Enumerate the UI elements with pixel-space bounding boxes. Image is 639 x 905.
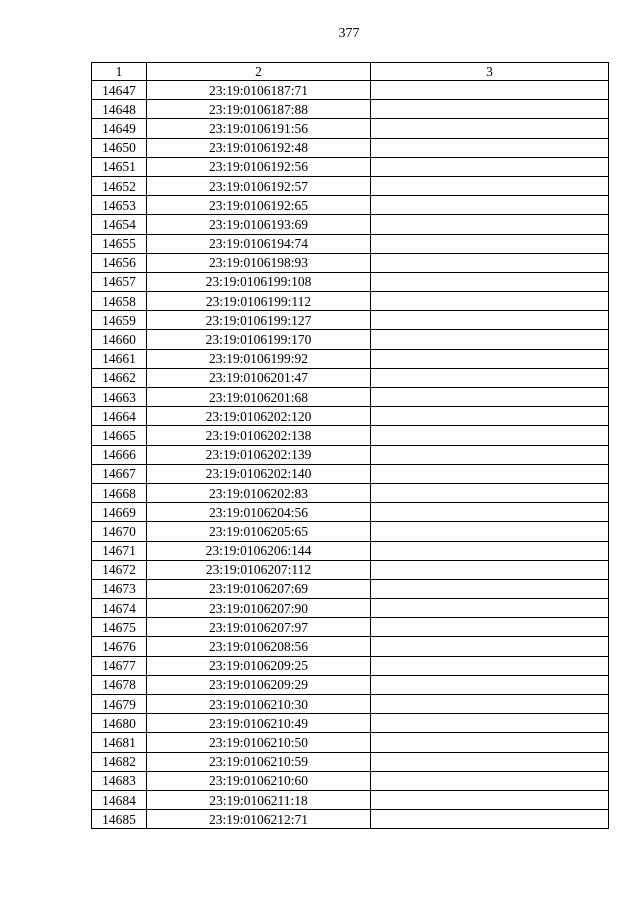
page-number: 377: [338, 26, 360, 41]
table-row: [92, 272, 609, 291]
table-row: [92, 714, 609, 733]
cadastral-number-cell: 23:19:0106210:50: [147, 733, 371, 752]
cadastral-number-cell: 23:19:0106198:93: [147, 253, 371, 272]
table-row: [92, 771, 609, 790]
row-number-cell: 14655: [92, 234, 147, 253]
row-number-cell: 14673: [92, 579, 147, 598]
row-number-cell: 14680: [92, 714, 147, 733]
note-cell: [371, 349, 609, 368]
note-cell: [371, 445, 609, 464]
table-row: [92, 752, 609, 771]
table-row: [92, 656, 609, 675]
note-cell: [371, 522, 609, 541]
row-number-cell: 14676: [92, 637, 147, 656]
cadastral-number-cell: 23:19:0106210:49: [147, 714, 371, 733]
note-cell: [371, 368, 609, 387]
cadastral-number-cell: 23:19:0106207:90: [147, 599, 371, 618]
table-row: [92, 253, 609, 272]
table-row: [92, 330, 609, 349]
table-row: [92, 100, 609, 119]
row-number-cell: 14648: [92, 100, 147, 119]
table-row: [92, 426, 609, 445]
note-cell: [371, 157, 609, 176]
row-number-cell: 14657: [92, 272, 147, 291]
table-row: [92, 790, 609, 809]
row-number-cell: 14653: [92, 196, 147, 215]
row-number-cell: 14647: [92, 81, 147, 100]
cadastral-number-cell: 23:19:0106201:47: [147, 368, 371, 387]
cadastral-number-cell: 23:19:0106199:170: [147, 330, 371, 349]
row-number-cell: 14668: [92, 483, 147, 502]
cadastral-number-cell: 23:19:0106206:144: [147, 541, 371, 560]
row-number-cell: 14656: [92, 253, 147, 272]
table-row: [92, 541, 609, 560]
cadastral-number-cell: 23:19:0106202:120: [147, 407, 371, 426]
note-cell: [371, 100, 609, 119]
table-row: [92, 579, 609, 598]
table-row: [92, 733, 609, 752]
table-row: [92, 81, 609, 100]
cadastral-number-cell: 23:19:0106207:69: [147, 579, 371, 598]
row-number-cell: 14665: [92, 426, 147, 445]
cadastral-number-cell: 23:19:0106202:139: [147, 445, 371, 464]
row-number-cell: 14667: [92, 464, 147, 483]
note-cell: [371, 292, 609, 311]
cadastral-number-cell: 23:19:0106187:88: [147, 100, 371, 119]
note-cell: [371, 790, 609, 809]
cadastral-number-cell: 23:19:0106205:65: [147, 522, 371, 541]
row-number-cell: 14669: [92, 503, 147, 522]
note-cell: [371, 714, 609, 733]
row-number-cell: 14659: [92, 311, 147, 330]
row-number-cell: 14678: [92, 675, 147, 694]
row-number-cell: 14654: [92, 215, 147, 234]
table-row: [92, 138, 609, 157]
table-row: [92, 675, 609, 694]
cadastral-number-cell: 23:19:0106193:69: [147, 215, 371, 234]
table-row: [92, 637, 609, 656]
note-cell: [371, 810, 609, 829]
note-cell: [371, 388, 609, 407]
cadastral-number-cell: 23:19:0106194:74: [147, 234, 371, 253]
cadastral-number-cell: 23:19:0106199:127: [147, 311, 371, 330]
note-cell: [371, 407, 609, 426]
note-cell: [371, 599, 609, 618]
cadastral-number-cell: 23:19:0106202:83: [147, 483, 371, 502]
note-cell: [371, 656, 609, 675]
cadastral-number-cell: 23:19:0106209:25: [147, 656, 371, 675]
table-row: [92, 445, 609, 464]
table-row: [92, 483, 609, 502]
row-number-cell: 14677: [92, 656, 147, 675]
row-number-cell: 14652: [92, 176, 147, 195]
registry-table: [91, 62, 609, 829]
row-number-cell: 14682: [92, 752, 147, 771]
cadastral-number-cell: 23:19:0106210:30: [147, 695, 371, 714]
row-number-cell: 14674: [92, 599, 147, 618]
row-number-cell: 14661: [92, 349, 147, 368]
row-number-cell: 14681: [92, 733, 147, 752]
note-cell: [371, 733, 609, 752]
note-cell: [371, 464, 609, 483]
cadastral-number-cell: 23:19:0106192:65: [147, 196, 371, 215]
row-number-cell: 14663: [92, 388, 147, 407]
note-cell: [371, 196, 609, 215]
cadastral-number-cell: 23:19:0106187:71: [147, 81, 371, 100]
table-row: [92, 234, 609, 253]
cadastral-number-cell: 23:19:0106202:138: [147, 426, 371, 445]
row-number-cell: 14651: [92, 157, 147, 176]
cadastral-number-cell: 23:19:0106199:108: [147, 272, 371, 291]
table-row: [92, 349, 609, 368]
row-number-cell: 14666: [92, 445, 147, 464]
row-number-cell: 14683: [92, 771, 147, 790]
table-row: [92, 388, 609, 407]
cadastral-number-cell: 23:19:0106204:56: [147, 503, 371, 522]
row-number-cell: 14664: [92, 407, 147, 426]
note-cell: [371, 560, 609, 579]
row-number-cell: 14685: [92, 810, 147, 829]
cadastral-number-cell: 23:19:0106209:29: [147, 675, 371, 694]
cadastral-number-cell: 23:19:0106212:71: [147, 810, 371, 829]
row-number-cell: 14684: [92, 790, 147, 809]
note-cell: [371, 330, 609, 349]
table-row: [92, 618, 609, 637]
table-row: [92, 119, 609, 138]
note-cell: [371, 771, 609, 790]
table-row: [92, 368, 609, 387]
row-number-cell: 14679: [92, 695, 147, 714]
note-cell: [371, 272, 609, 291]
note-cell: [371, 695, 609, 714]
table-row: [92, 311, 609, 330]
row-number-cell: 14660: [92, 330, 147, 349]
note-cell: [371, 618, 609, 637]
cadastral-number-cell: 23:19:0106207:112: [147, 560, 371, 579]
table-row: [92, 407, 609, 426]
table-row: [92, 176, 609, 195]
row-number-cell: 14670: [92, 522, 147, 541]
table-row: [92, 464, 609, 483]
table-row: [92, 810, 609, 829]
note-cell: [371, 311, 609, 330]
row-number-cell: 14658: [92, 292, 147, 311]
row-number-cell: 14649: [92, 119, 147, 138]
header-cell-3: 3: [371, 63, 609, 81]
row-number-cell: 14675: [92, 618, 147, 637]
cadastral-number-cell: 23:19:0106210:59: [147, 752, 371, 771]
table-row: [92, 599, 609, 618]
row-number-cell: 14650: [92, 138, 147, 157]
row-number-cell: 14672: [92, 560, 147, 579]
note-cell: [371, 541, 609, 560]
row-number-cell: 14671: [92, 541, 147, 560]
table-row: [92, 292, 609, 311]
cadastral-number-cell: 23:19:0106192:48: [147, 138, 371, 157]
note-cell: [371, 81, 609, 100]
note-cell: [371, 215, 609, 234]
table-row: [92, 522, 609, 541]
table-row: [92, 157, 609, 176]
cadastral-number-cell: 23:19:0106202:140: [147, 464, 371, 483]
note-cell: [371, 253, 609, 272]
cadastral-number-cell: 23:19:0106210:60: [147, 771, 371, 790]
table-row: [92, 196, 609, 215]
table-body: [92, 81, 609, 829]
table-header: [92, 63, 609, 81]
note-cell: [371, 503, 609, 522]
row-number-cell: 14662: [92, 368, 147, 387]
note-cell: [371, 234, 609, 253]
header-cell-1: 1: [92, 63, 147, 81]
cadastral-number-cell: 23:19:0106208:56: [147, 637, 371, 656]
note-cell: [371, 176, 609, 195]
note-cell: [371, 119, 609, 138]
cadastral-number-cell: 23:19:0106191:56: [147, 119, 371, 138]
note-cell: [371, 138, 609, 157]
cadastral-number-cell: 23:19:0106199:92: [147, 349, 371, 368]
cadastral-number-cell: 23:19:0106211:18: [147, 790, 371, 809]
cadastral-number-cell: 23:19:0106199:112: [147, 292, 371, 311]
note-cell: [371, 483, 609, 502]
header-cell-2: 2: [147, 63, 371, 81]
note-cell: [371, 579, 609, 598]
cadastral-number-cell: 23:19:0106192:57: [147, 176, 371, 195]
table-row: [92, 560, 609, 579]
table-row: [92, 503, 609, 522]
cadastral-number-cell: 23:19:0106192:56: [147, 157, 371, 176]
cadastral-number-cell: 23:19:0106207:97: [147, 618, 371, 637]
note-cell: [371, 426, 609, 445]
note-cell: [371, 752, 609, 771]
header-row: [92, 63, 609, 81]
note-cell: [371, 637, 609, 656]
note-cell: [371, 675, 609, 694]
cadastral-number-cell: 23:19:0106201:68: [147, 388, 371, 407]
table-row: [92, 695, 609, 714]
table-row: [92, 215, 609, 234]
